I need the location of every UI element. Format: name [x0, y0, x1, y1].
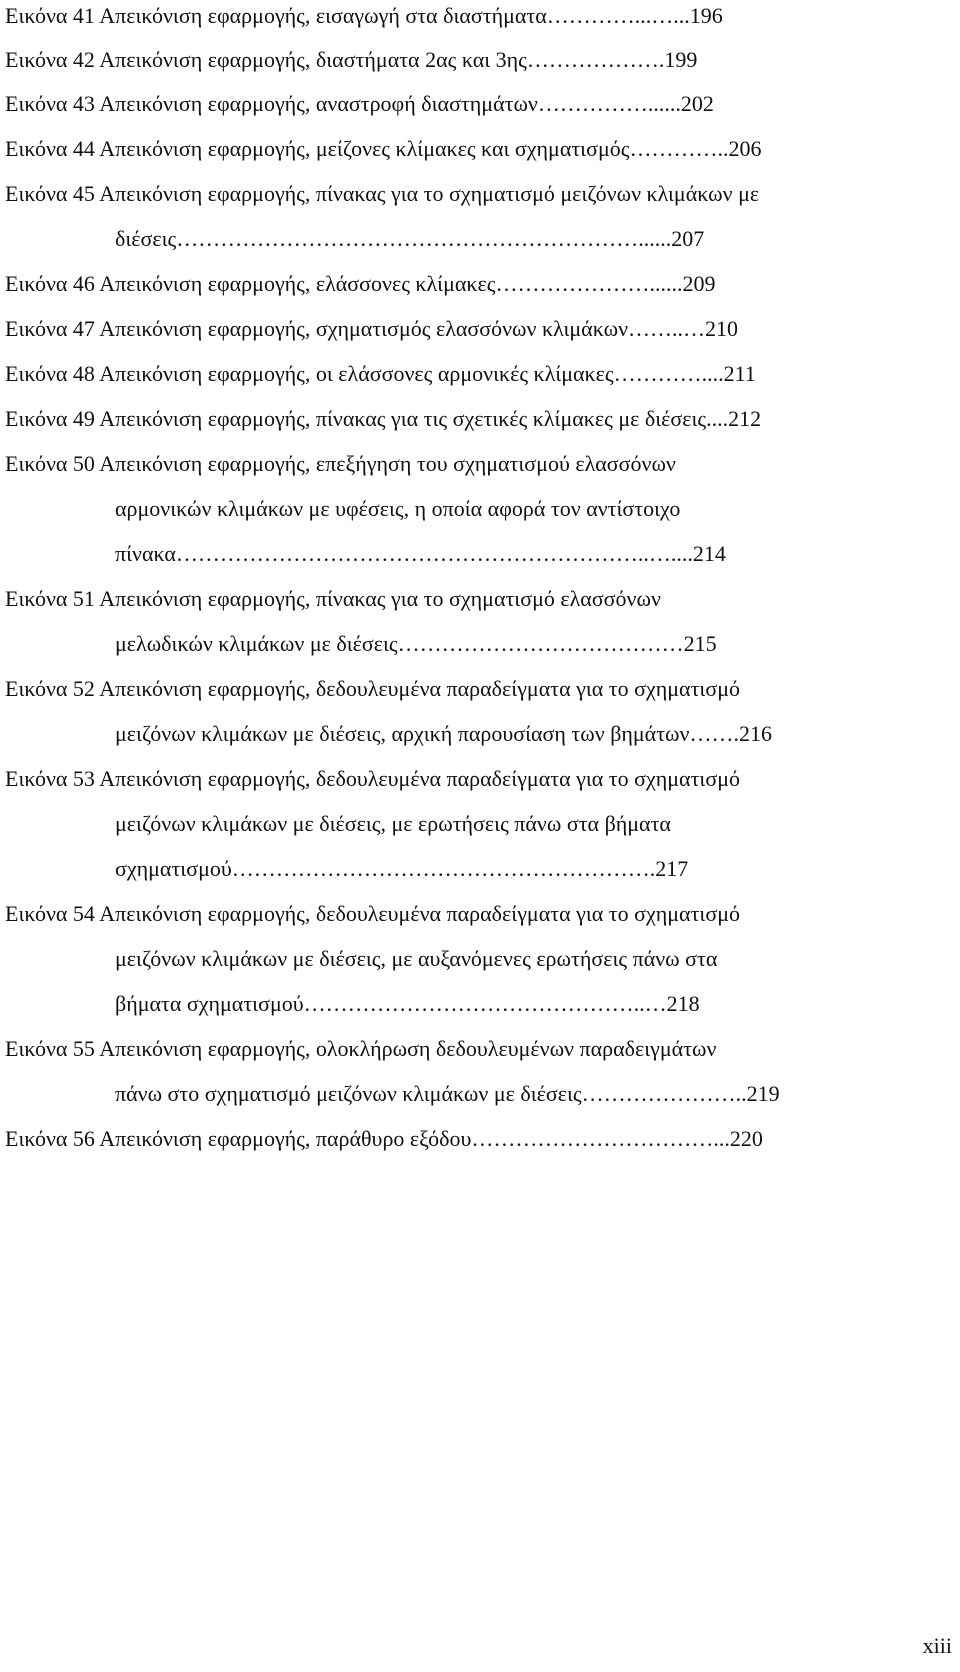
toc-entry-fig-42: Εικόνα 42 Απεικόνιση εφαρμογής, διαστήματα 2ας και 3ης……………….199 [5, 47, 698, 72]
toc-entry-fig-41: Εικόνα 41 Απεικόνιση εφαρμογής, εισαγωγή στα διαστήματα…………...…...196 [5, 3, 723, 28]
toc-entry-fig-55-cont: πάνω στο σχηματισμό μειζόνων κλιμάκων με διέσεις…………………..219 [115, 1081, 780, 1106]
toc-entry-fig-50-cont: πίνακα………………………………………………………..…....214 [115, 541, 726, 566]
toc-entry-fig-53-cont: σχηματισμού………………………………………………….217 [115, 856, 689, 881]
toc-entry-fig-54-cont: μειζόνων κλιμάκων με διέσεις, με αυξανόμενες ερωτήσεις πάνω στα [115, 946, 718, 971]
toc-entry-fig-55: Εικόνα 55 Απεικόνιση εφαρμογής, ολοκλήρωση δεδουλευμένων παραδειγμάτων [5, 1036, 717, 1061]
toc-entry-fig-46: Εικόνα 46 Απεικόνιση εφαρμογής, ελάσσονες κλίμακες…………………......209 [5, 271, 716, 296]
toc-entry-fig-45: Εικόνα 45 Απεικόνιση εφαρμογής, πίνακας για το σχηματισμό μειζόνων κλιμάκων με [5, 181, 760, 206]
toc-entry-fig-50-cont: αρμονικών κλιμάκων με υφέσεις, η οποία αφορά τον αντίστοιχο [115, 496, 681, 521]
toc-entry-fig-51-cont: μελωδικών κλιμάκων με διέσεις…………………………………215 [115, 631, 717, 656]
toc-entry-fig-50: Εικόνα 50 Απεικόνιση εφαρμογής, επεξήγηση του σχηματισμού ελασσόνων [5, 451, 676, 476]
toc-entry-fig-43: Εικόνα 43 Απεικόνιση εφαρμογής, αναστροφή διαστημάτων……………......202 [5, 91, 714, 116]
toc-entry-fig-44: Εικόνα 44 Απεικόνιση εφαρμογής, μείζονες κλίμακες και σχηματισμός…………..206 [5, 136, 762, 161]
toc-entry-fig-56: Εικόνα 56 Απεικόνιση εφαρμογής, παράθυρο εξόδου……………………………...220 [5, 1126, 763, 1151]
toc-entry-fig-45-cont: διέσεις………………………………………………………......207 [115, 226, 705, 251]
toc-entry-fig-53: Εικόνα 53 Απεικόνιση εφαρμογής, δεδουλευμένα παραδείγματα για το σχηματισμό [5, 766, 740, 791]
toc-entry-fig-54: Εικόνα 54 Απεικόνιση εφαρμογής, δεδουλευμένα παραδείγματα για το σχηματισμό [5, 901, 740, 926]
toc-entry-fig-54-cont: βήματα σχηματισμού………………………………………..…218 [115, 991, 700, 1016]
toc-entry-fig-52-cont: μειζόνων κλιμάκων με διέσεις, αρχική παρουσίαση των βημάτων…….216 [115, 721, 772, 746]
toc-entry-fig-51: Εικόνα 51 Απεικόνιση εφαρμογής, πίνακας για το σχηματισμό ελασσόνων [5, 586, 661, 611]
toc-entry-fig-48: Εικόνα 48 Απεικόνιση εφαρμογής, οι ελάσσονες αρμονικές κλίμακες…………....211 [5, 361, 756, 386]
toc-entry-fig-49: Εικόνα 49 Απεικόνιση εφαρμογής, πίνακας για τις σχετικές κλίμακες με διέσεις....212 [5, 406, 762, 431]
page-number: xiii [922, 1633, 952, 1658]
toc-entry-fig-52: Εικόνα 52 Απεικόνιση εφαρμογής, δεδουλευμένα παραδείγματα για το σχηματισμό [5, 676, 740, 701]
toc-entry-fig-53-cont: μειζόνων κλιμάκων με διέσεις, με ερωτήσεις πάνω στα βήματα [115, 811, 671, 836]
toc-entry-fig-47: Εικόνα 47 Απεικόνιση εφαρμογής, σχηματισμός ελασσόνων κλιμάκων……..…210 [5, 316, 739, 341]
